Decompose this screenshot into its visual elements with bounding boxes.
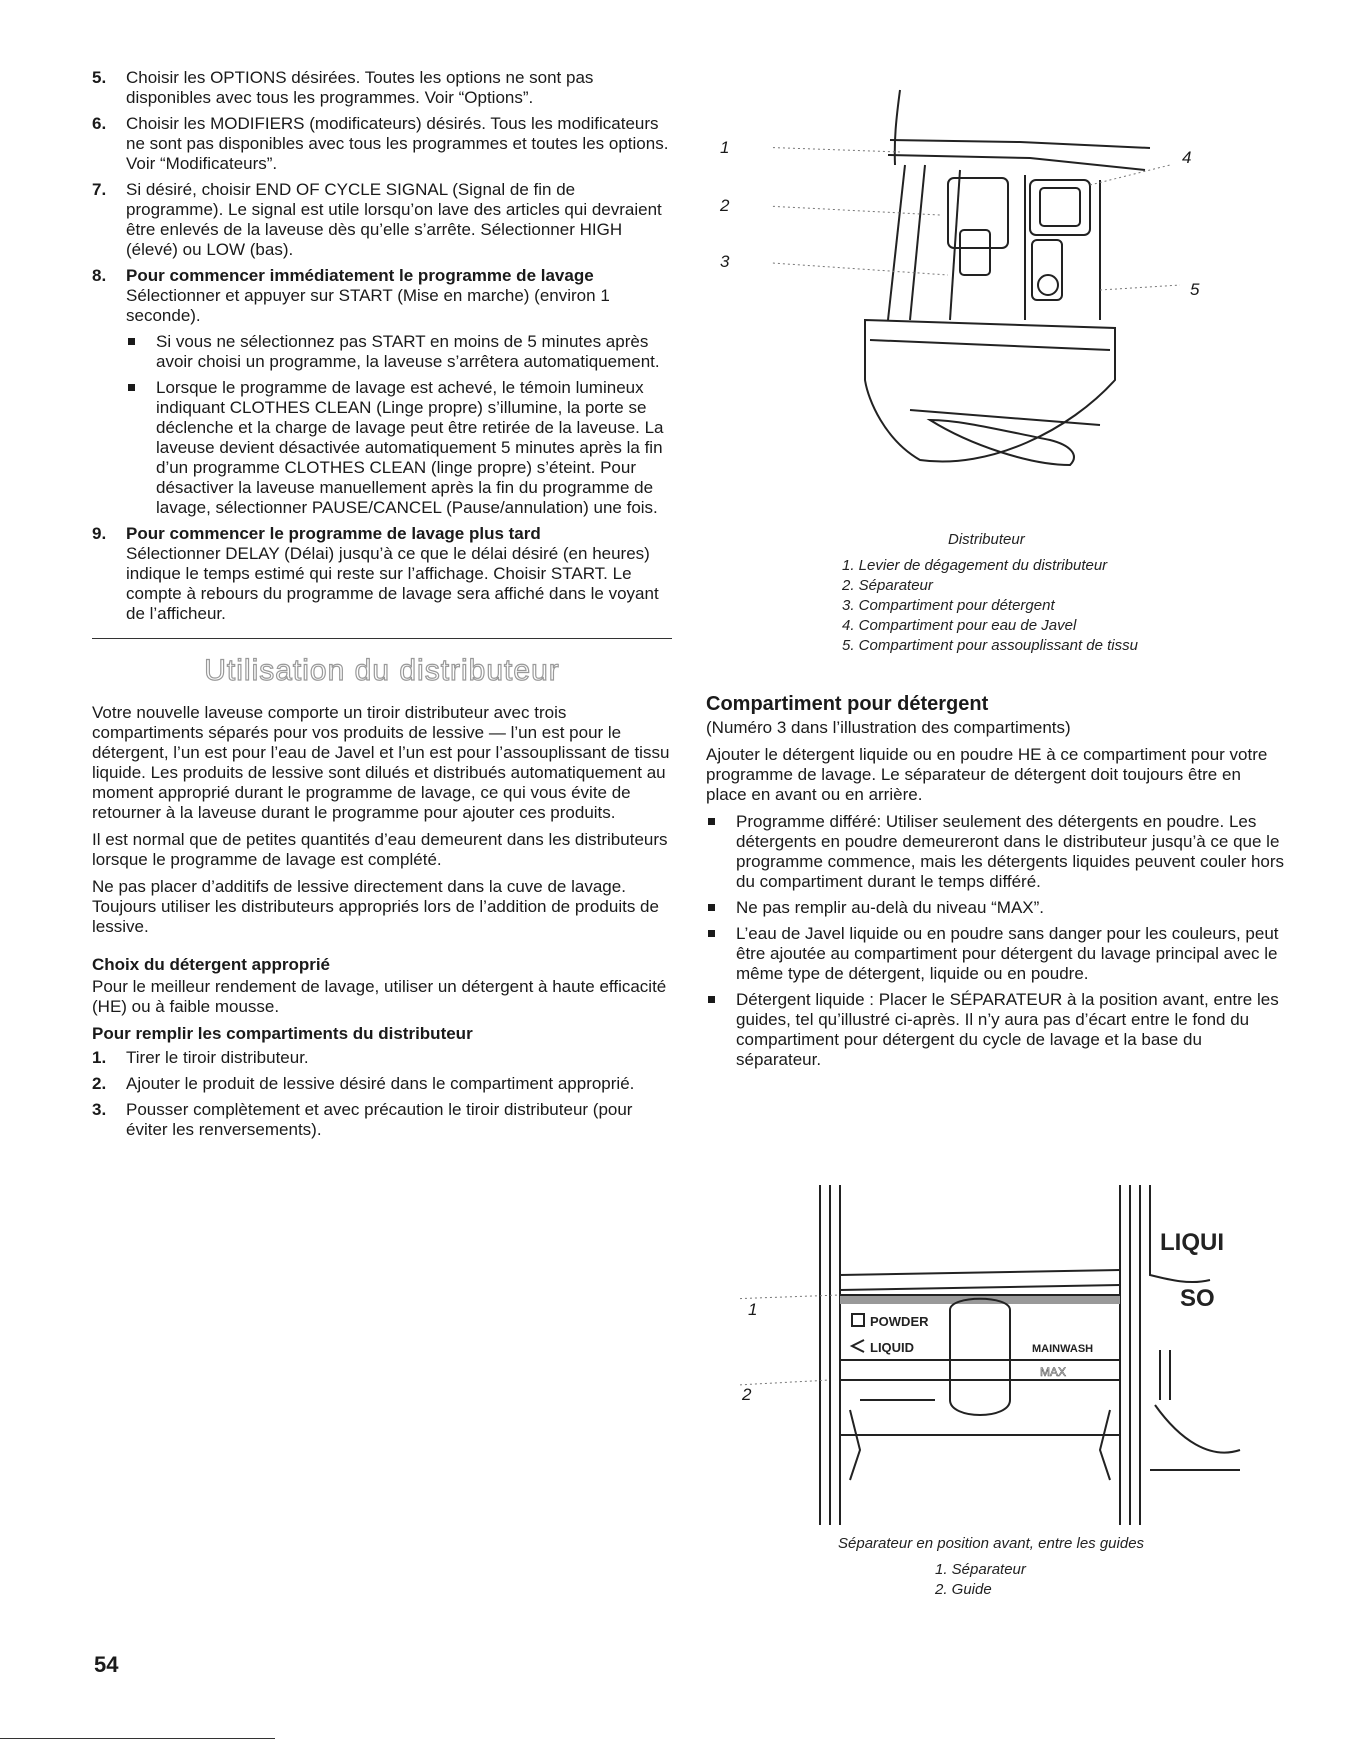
detergent-bullet: L’eau de Javel liquide ou en poudre sans danger pour les couleurs, peut être ajoutée au compartiment pour détergent du lavage principal avec le même type de détergent, liquide ou en poudre.	[706, 924, 1286, 984]
figure-2-caption: Séparateur en position avant, entre les guides	[838, 1535, 1145, 1552]
callout-1: 1	[720, 138, 730, 157]
step-6: 6. Choisir les MODIFIERS (modificateurs) désirés. Tous les modificateurs ne sont pas disponibles avec tous les programmes et toutes les options. Voir “Modificateurs”.	[92, 114, 669, 173]
right-column	[706, 692, 1286, 1076]
callout-4: 4	[1182, 148, 1192, 167]
liqui-label: LIQUI	[1160, 1229, 1224, 1256]
step-9: 9. Pour commencer le programme de lavage plus tard Sélectionner DELAY (Délai) jusqu’à ce que le délai désiré (en heures) indique le temps estimé qui reste sur l’affichage. Choisir START. Le compte à rebours du programme de lavage sera affiché dans le voyant de l’afficheur.	[92, 524, 672, 624]
callout-2: 2	[742, 1385, 752, 1404]
max-label: MAX	[1040, 1365, 1067, 1379]
detergent-text: Ajouter le détergent liquide ou en poudre HE à ce compartiment pour votre programme de lavage. Le séparateur de détergent doit toujours être en place en avant ou en arrière.	[706, 745, 1268, 804]
remplir-step-1: 1. Tirer le tiroir distributeur.	[92, 1048, 309, 1067]
mainwash-label: MAINWASH	[1032, 1343, 1094, 1355]
step-5: 5. Choisir les OPTIONS désirées. Toutes les options ne sont pas disponibles avec tous les programmes. Voir “Options”.	[92, 68, 594, 107]
step-8-title: Pour commencer immédiatement le programme de lavage	[126, 266, 594, 285]
detergent-bullet: Ne pas remplir au-delà du niveau “MAX”.	[706, 898, 1286, 918]
paragraph: Il est normal que de petites quantités d’eau demeurent dans les distributeurs lorsque le programme de lavage est complété.	[92, 830, 668, 869]
figure-2-legend: 1. Séparateur 2. Guide	[935, 1561, 1026, 1598]
choix-heading: Choix du détergent approprié	[92, 955, 331, 974]
remplir-step-2: 2. Ajouter le produit de lessive désiré dans le compartiment approprié.	[92, 1074, 635, 1093]
callout-2: 2	[720, 196, 730, 215]
choix-text: Pour le meilleur rendement de lavage, utiliser un détergent à haute efficacité (HE) ou à faible mousse.	[92, 977, 667, 1016]
remplir-heading: Pour remplir les compartiments du distributeur	[92, 1024, 473, 1043]
paragraph: Ne pas placer d’additifs de lessive directement dans la cuve de lavage. Toujours utiliser les distributeurs appropriés lors de l’addition de produits de lessive.	[92, 877, 659, 936]
page-number: 54	[94, 1652, 119, 1677]
callout-1: 1	[748, 1300, 758, 1319]
liquid-label: LIQUID	[870, 1340, 915, 1355]
remplir-step-3: 3. Pousser complètement et avec précaution le tiroir distributeur (pour éviter les renversements).	[92, 1100, 633, 1139]
detergent-bullet: Programme différé: Utiliser seulement des détergents en poudre. Les détergents en poudre demeureront dans le distributeur jusqu’à ce que le programme commence, mais les détergents liquides peuvent couler hors du compartiment durant le temps différé.	[706, 812, 1286, 892]
step-8: 8. Pour commencer immédiatement le programme de lavage Sélectionner et appuyer sur START (Mise en marche) (environ 1 seconde).	[92, 266, 672, 326]
step-8-bullet: Si vous ne sélectionnez pas START en moins de 5 minutes après avoir choisi un programme, la laveuse s’arrêtera automatiquement.	[126, 332, 672, 372]
section-divider	[92, 638, 672, 639]
callout-5: 5	[1190, 280, 1200, 299]
figure-1-caption: Distributeur	[948, 531, 1025, 548]
separator-illustration	[740, 1180, 1280, 1530]
paragraph: Votre nouvelle laveuse comporte un tiroir distributeur avec trois compartiments séparés pour vos produits de lessive — l’un est pour le détergent, l’un est pour l’eau de Javel et l’un est pour l’assouplissant de tissu liquide. Les produits de lessive sont dilués et distribués automatiquement au moment approprié durant le programme de lavage, ce qui vous évite de retourner à la laveuse durant le programme pour ajouter ces produits.	[92, 703, 670, 822]
step-8-text: Sélectionner et appuyer sur START (Mise en marche) (environ 1 seconde).	[126, 286, 610, 325]
callout-3: 3	[720, 252, 730, 271]
step-9-title: Pour commencer le programme de lavage plus tard	[126, 524, 541, 543]
step-8-bullet: Lorsque le programme de lavage est achevé, le témoin lumineux indiquant CLOTHES CLEAN (Linge propre) s’illumine, la porte se déclenche et la charge de lavage peut être retirée de la laveuse. La laveuse devient désactivée automatiquement 5 minutes après la fin d’un programme CLOTHES CLEAN (linge propre) s’éteint. Pour désactiver la laveuse manuellement après la fin du programme de lavage, sélectionner PAUSE/CANCEL (Pause/annulation) une fois.	[126, 378, 672, 518]
section-title: Utilisation du distributeur	[204, 654, 560, 687]
dispenser-illustration	[770, 80, 1220, 520]
detergent-subtitle: (Numéro 3 dans l’illustration des compartiments)	[706, 718, 1071, 737]
figure-1-legend: 1. Levier de dégagement du distributeur 2. Séparateur 3. Compartiment pour détergent 4. Compartiment pour eau de Javel 5. Compartiment pour assouplissant de tissu	[842, 557, 1138, 654]
step-7: 7. Si désiré, choisir END OF CYCLE SIGNAL (Signal de fin de programme). Le signal est utile lorsqu’on lave des articles qui devraient être enlevés de la laveuse dès qu’elle s’arrête. Sélectionner HIGH (élevé) ou LOW (bas).	[92, 180, 662, 259]
left-column	[92, 68, 672, 1146]
footer-rule	[0, 1738, 275, 1739]
so-label: SO	[1180, 1285, 1215, 1312]
detergent-bullet: Détergent liquide : Placer le SÉPARATEUR à la position avant, entre les guides, tel qu’illustré ci-après. Il n’y aura pas d’écart entre le fond du compartiment pour détergent du cycle de lavage et la base du séparateur.	[706, 990, 1286, 1070]
powder-label: POWDER	[870, 1314, 929, 1329]
step-9-text: Sélectionner DELAY (Délai) jusqu’à ce que le délai désiré (en heures) indique le temps estimé qui reste sur l’affichage. Choisir START. Le compte à rebours du programme de lavage sera affiché dans le voyant de l’afficheur.	[126, 544, 659, 623]
detergent-heading: Compartiment pour détergent	[706, 693, 989, 715]
